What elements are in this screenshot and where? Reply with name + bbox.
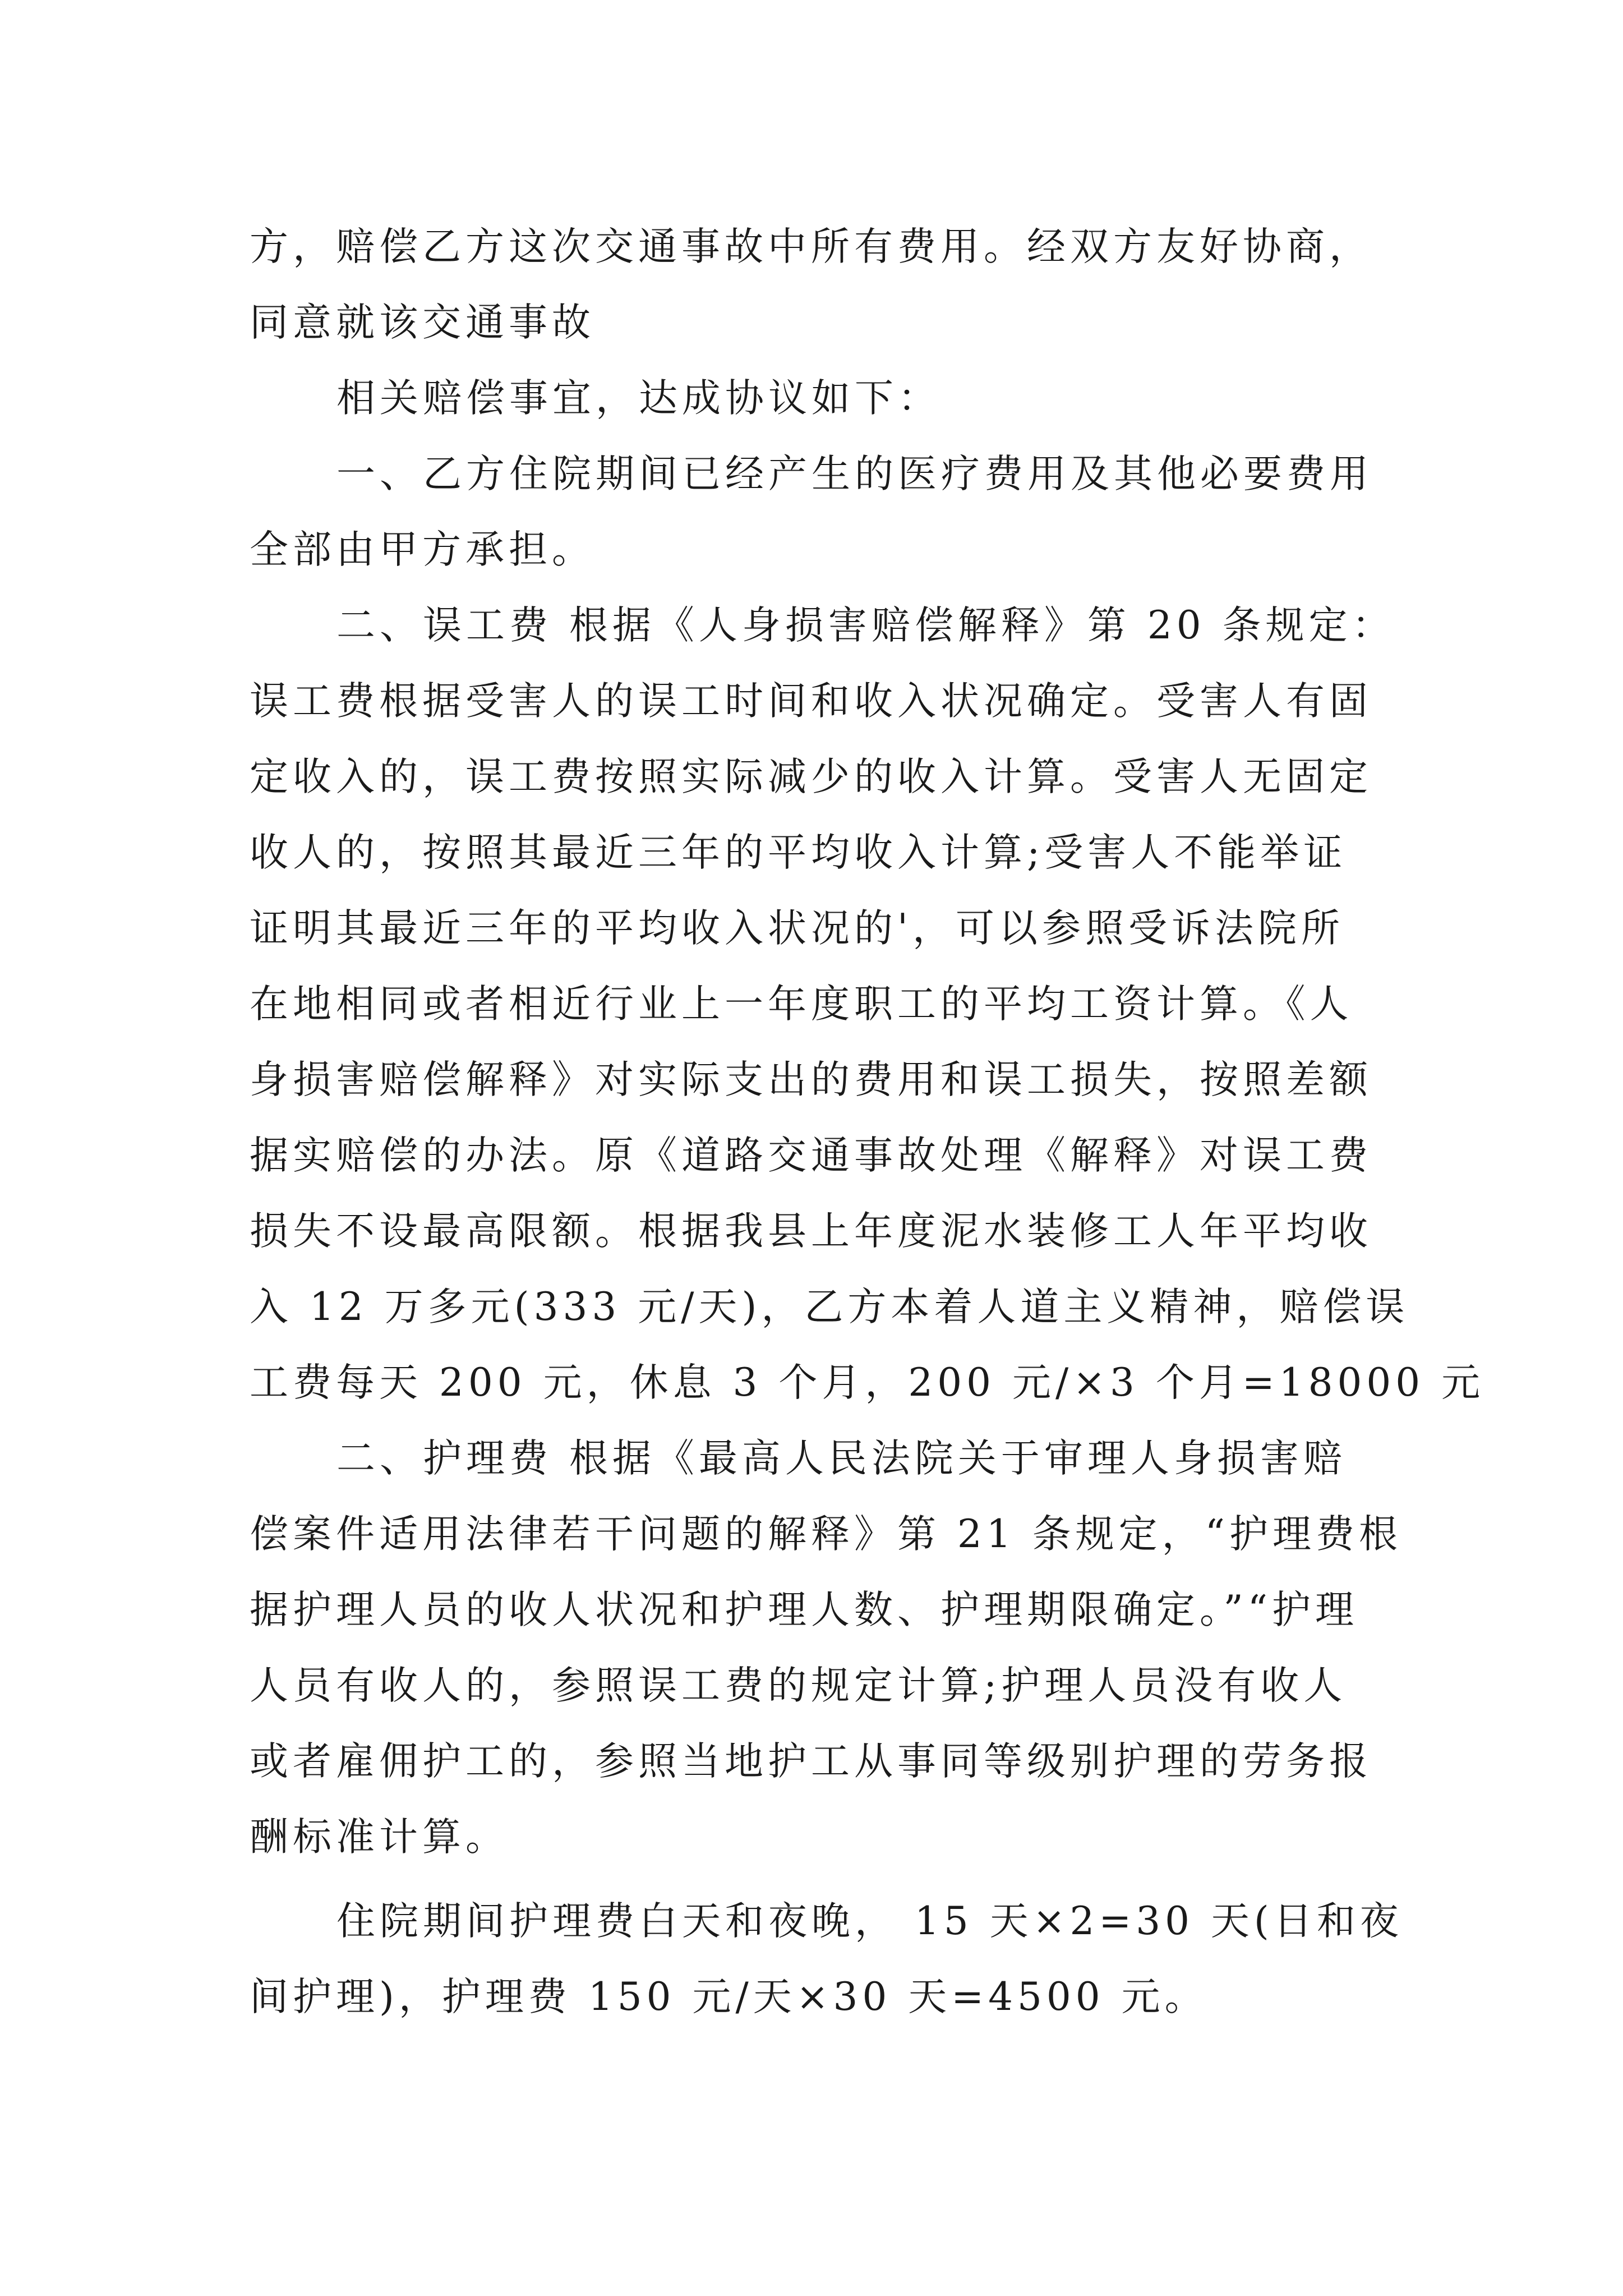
text-line: 住院期间护理费白天和夜晚， 15 天×2=30 天(日和夜 xyxy=(336,1899,1403,1944)
text-line: 收人的，按照其最近三年的平均收入计算;受害人不能举证 xyxy=(250,830,1347,875)
text-line: 偿案件适用法律若干问题的解释》第 21 条规定，“护理费根 xyxy=(250,1512,1402,1557)
text-line: 身损害赔偿解释》对实际支出的费用和误工损失，按照差额 xyxy=(250,1057,1372,1102)
text-line: 二、护理费 根据《最高人民法院关于审理人身损害赔 xyxy=(336,1436,1347,1481)
text-line: 一、乙方住院期间已经产生的医疗费用及其他必要费用 xyxy=(336,452,1373,496)
text-line: 人员有收人的，参照误工费的规定计算;护理人员没有收人 xyxy=(250,1663,1347,1708)
text-line: 入 12 万多元(333 元/天)，乙方本着人道主义精神，赔偿误 xyxy=(250,1285,1409,1329)
text-line: 间护理)，护理费 150 元/天×30 天=4500 元。 xyxy=(250,1975,1208,2019)
text-line: 在地相同或者相近行业上一年度职工的平均工资计算。《人 xyxy=(250,982,1353,1027)
text-line: 证明其最近三年的平均收入状况的'，可以参照受诉法院所 xyxy=(250,906,1344,951)
text-line: 据实赔偿的办法。原《道路交通事故处理《解释》对误工费 xyxy=(250,1133,1372,1178)
text-line: 损失不设最高限额。根据我县上年度泥水装修工人年平均收 xyxy=(250,1209,1372,1254)
text-line: 方，赔偿乙方这次交通事故中所有费用。经双方友好协商， xyxy=(250,224,1372,269)
text-line: 或者雇佣护工的，参照当地护工从事同等级别护理的劳务报 xyxy=(250,1739,1372,1784)
text-line: 据护理人员的收人状况和护理人数、护理期限确定。”“护理 xyxy=(250,1588,1359,1632)
text-line: 工费每天 200 元，休息 3 个月，200 元/×3 个月=18000 元 xyxy=(250,1360,1485,1405)
text-line: 定收入的，误工费按照实际减少的收入计算。受害人无固定 xyxy=(250,754,1372,799)
text-line: 误工费根据受害人的误工时间和收入状况确定。受害人有固 xyxy=(250,679,1372,724)
text-line: 同意就该交通事故 xyxy=(250,300,595,345)
text-line: 酬标准计算。 xyxy=(250,1815,509,1860)
text-line: 全部由甲方承担。 xyxy=(250,527,595,572)
text-line: 相关赔偿事宜，达成协议如下： xyxy=(336,376,941,421)
text-line: 二、误工费 根据《人身损害赔偿解释》第 20 条规定： xyxy=(336,603,1395,648)
